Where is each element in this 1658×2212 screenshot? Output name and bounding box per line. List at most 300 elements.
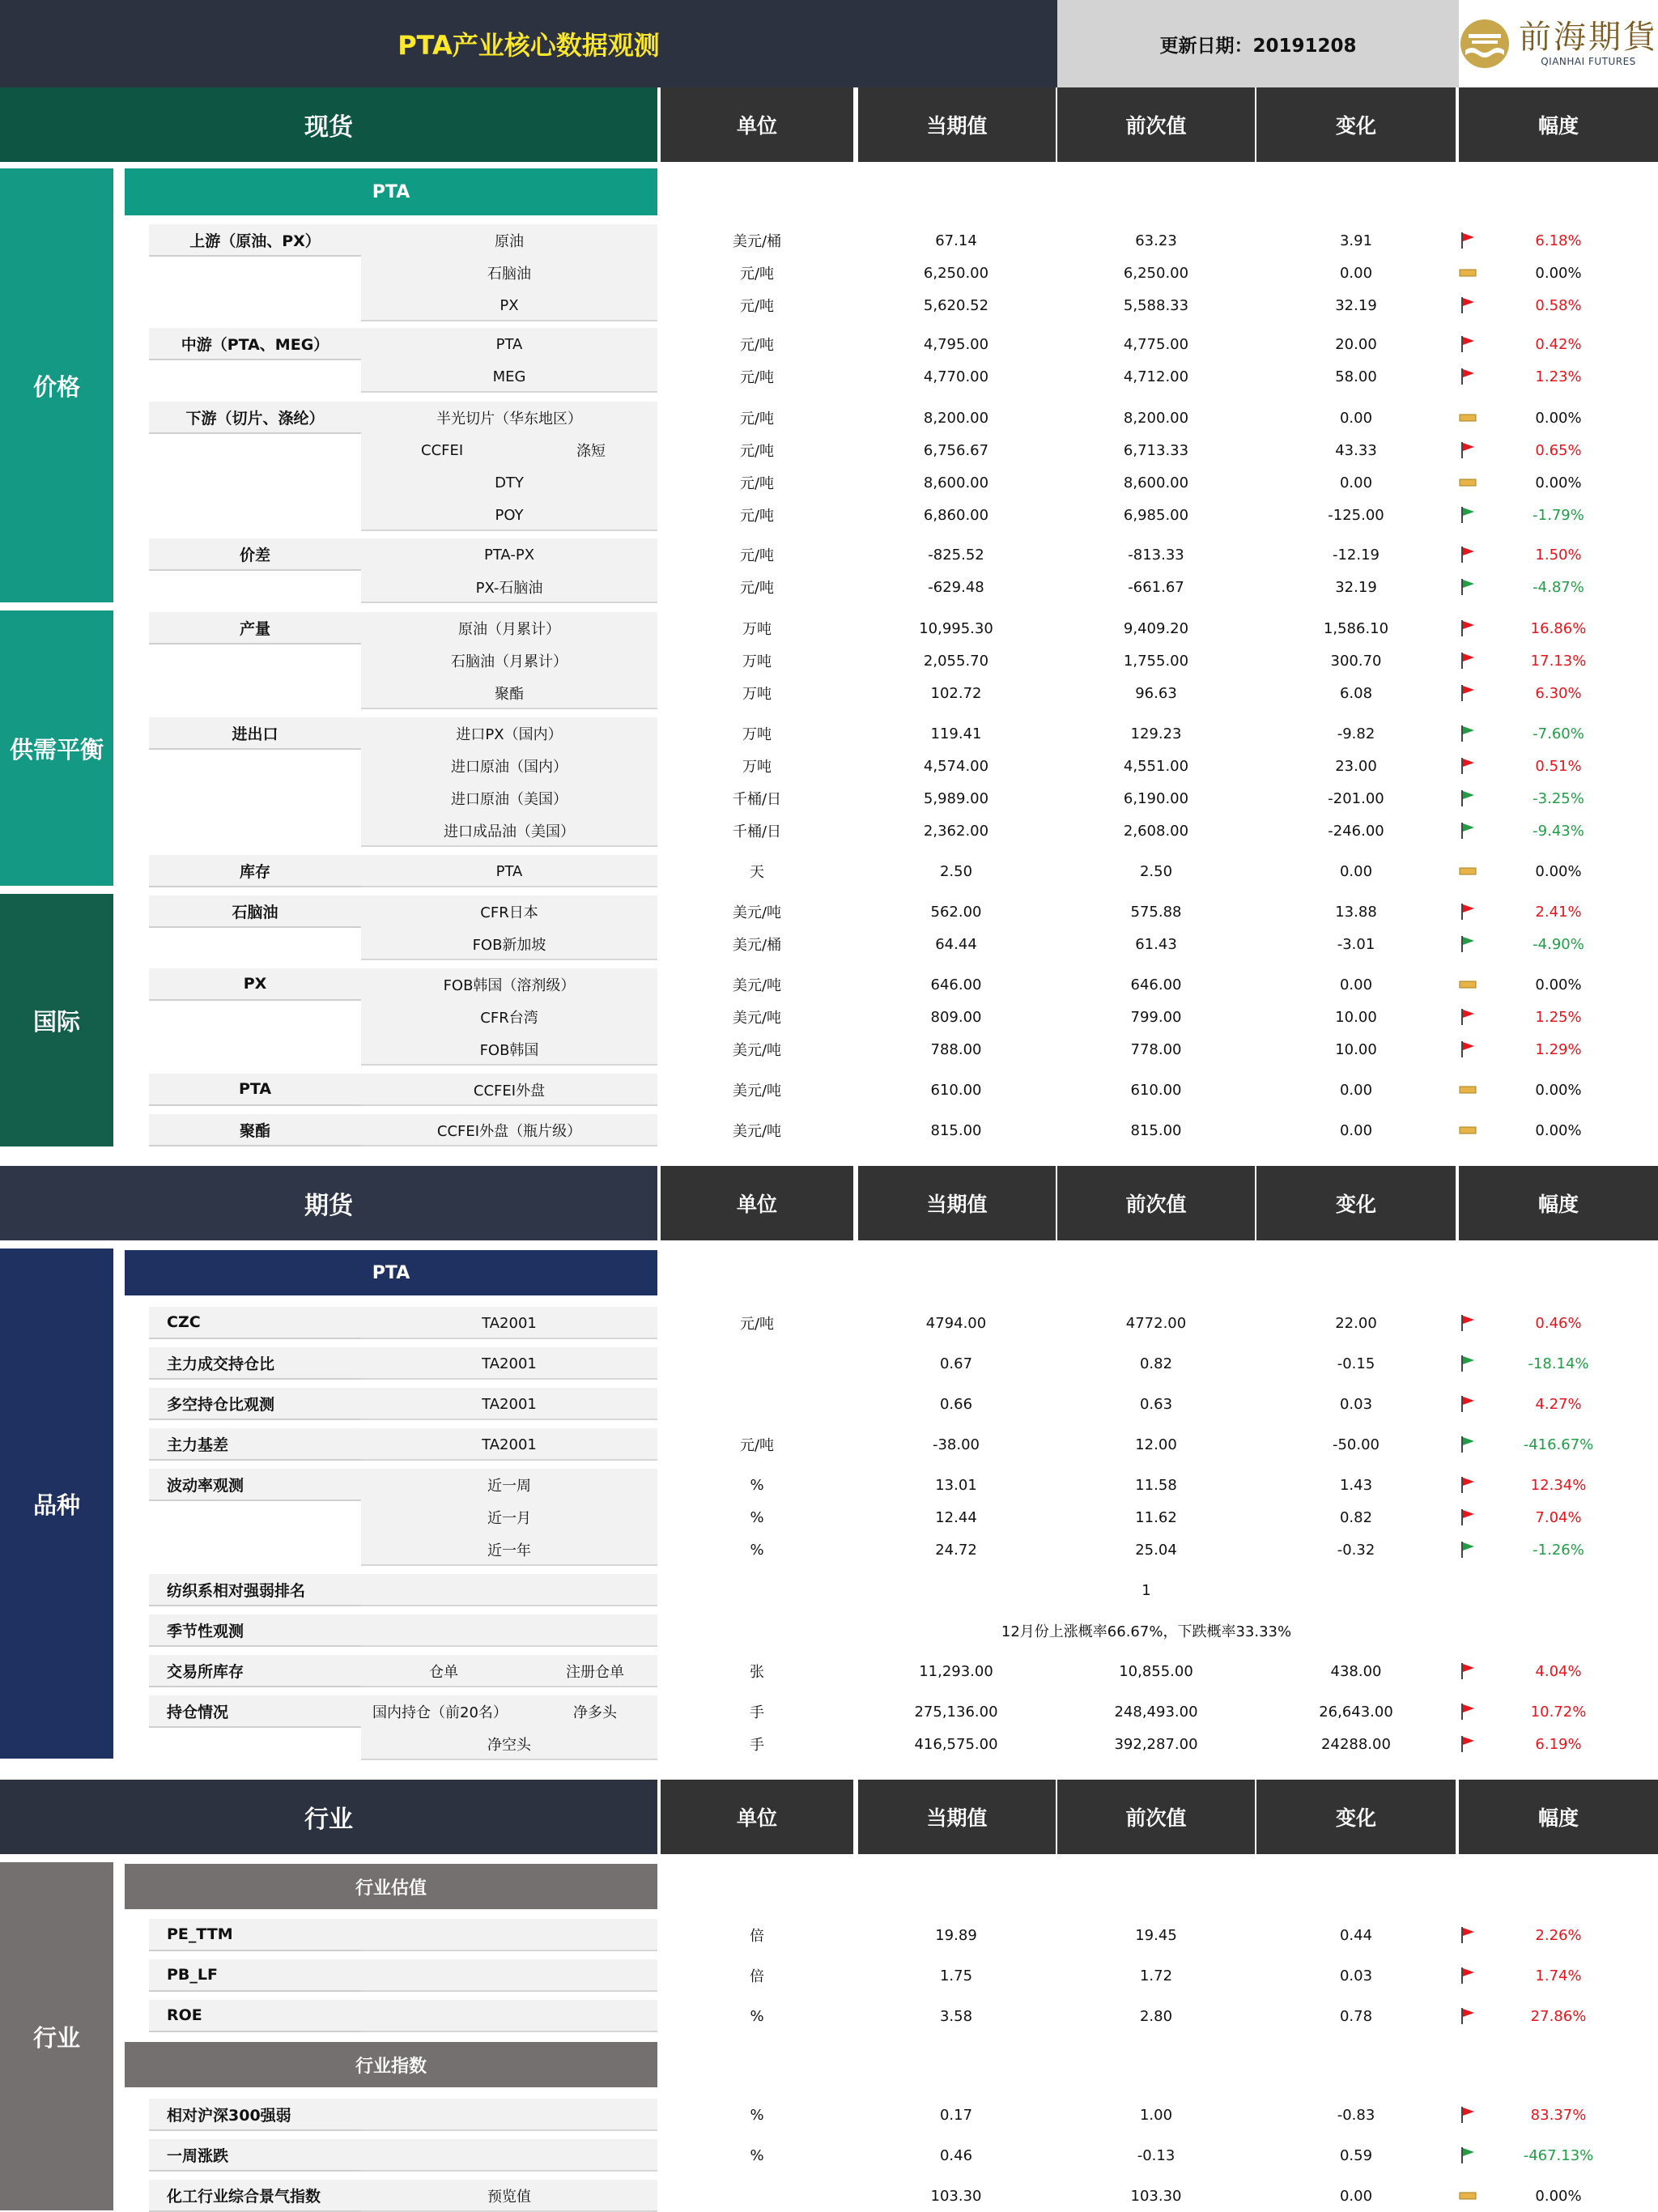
row-change: -12.19 — [1332, 546, 1380, 564]
row-percent: 17.13% — [1530, 652, 1587, 670]
row-change: 24288.00 — [1321, 1735, 1391, 1753]
row-change: 22.00 — [1335, 1314, 1377, 1332]
row-percent: -416.67% — [1523, 1436, 1594, 1453]
row-current-value: 788.00 — [930, 1040, 982, 1058]
row-current-value: 646.00 — [930, 976, 982, 993]
row-previous-value: 8,200.00 — [1123, 409, 1189, 427]
row-current-value: 8,600.00 — [923, 474, 989, 491]
column-header-chg: 变化 — [1256, 87, 1456, 162]
row-percent: 6.30% — [1535, 684, 1582, 702]
trend-flag-flat-icon — [1456, 968, 1480, 1001]
trend-flag-up-icon — [1456, 1655, 1480, 1687]
trend-flag-up-icon — [1456, 2099, 1480, 2131]
row-item: CCFEI外盘（瓶片级） — [436, 1123, 582, 1140]
group-label: 波动率观测 — [149, 1469, 361, 1501]
row-item: 净空头 — [487, 1737, 531, 1754]
row-item: TA2001 — [482, 1395, 537, 1413]
category-2: 国际 — [0, 894, 113, 1146]
row-percent: 0.00% — [1535, 976, 1582, 993]
row-previous-value: 9,409.20 — [1123, 619, 1189, 637]
row-item: 进口成品油（美国） — [444, 823, 575, 840]
column-header-pct: 幅度 — [1459, 1780, 1658, 1854]
trend-flag-up-icon — [1456, 289, 1480, 321]
row-previous-value: 1.00 — [1139, 2106, 1173, 2124]
row-item: 石脑油（月累计） — [451, 653, 568, 670]
row-previous-value: 392,287.00 — [1114, 1735, 1198, 1753]
row-current-value: -629.48 — [928, 578, 984, 596]
row-change: 0.82 — [1339, 1508, 1373, 1526]
category-industry: 行业 — [0, 1862, 113, 2210]
trend-flag-flat-icon — [1456, 2180, 1480, 2212]
row-percent: 10.72% — [1530, 1703, 1587, 1721]
row-change: -125.00 — [1328, 506, 1384, 524]
row-percent: 1.25% — [1535, 1008, 1582, 1026]
row-change: 0.03 — [1339, 1967, 1373, 1984]
row-current-value: 102.72 — [930, 684, 982, 702]
row-unit: 元/吨 — [739, 547, 775, 564]
trend-flag-up-icon — [1456, 1388, 1480, 1420]
row-unit: 美元/吨 — [732, 1083, 782, 1100]
row-item: PTA — [495, 862, 523, 880]
group-label: CZC — [149, 1307, 361, 1339]
row-change: 1,586.10 — [1323, 619, 1389, 637]
row-percent: 83.37% — [1530, 2106, 1587, 2124]
update-date: 更新日期：20191208 — [1057, 0, 1459, 87]
row-unit: 千桶/日 — [732, 791, 782, 808]
trend-flag-up-icon — [1456, 360, 1480, 393]
row-unit: 美元/吨 — [732, 904, 782, 921]
row-current-value: 5,620.52 — [923, 296, 989, 314]
row-change: 0.44 — [1339, 1926, 1373, 1944]
row-item: 预览值 — [487, 2189, 531, 2206]
row-change: 0.00 — [1339, 1081, 1373, 1099]
row-percent: 4.27% — [1535, 1395, 1582, 1413]
row-item: 进口原油（国内） — [451, 759, 568, 776]
row-change: 23.00 — [1335, 757, 1377, 775]
row-current-value: 4,574.00 — [923, 757, 989, 775]
row-percent: 12.34% — [1530, 1476, 1587, 1494]
row-current-value: 12.44 — [935, 1508, 977, 1526]
row-item: PTA-PX — [483, 546, 535, 564]
row-current-value: 562.00 — [930, 903, 982, 921]
trend-flag-up-icon — [1456, 1919, 1480, 1951]
row-rank-value: 1 — [1141, 1581, 1151, 1599]
row-current-value: 5,989.00 — [923, 789, 989, 807]
trend-flag-up-icon — [1456, 1001, 1480, 1033]
column-header-prev: 前次值 — [1057, 87, 1255, 162]
item-cell-bg — [361, 1574, 657, 1606]
row-change: -9.82 — [1337, 725, 1375, 742]
row-change: 0.00 — [1339, 264, 1373, 282]
trend-flag-up-icon — [1456, 750, 1480, 782]
row-change: 32.19 — [1335, 578, 1377, 596]
row-unit: 美元/吨 — [732, 1123, 782, 1140]
subheader-pta: PTA — [125, 168, 657, 215]
row-item: 近一年 — [487, 1542, 531, 1559]
row-previous-value: 19.45 — [1135, 1926, 1177, 1944]
column-header-chg: 变化 — [1256, 1780, 1456, 1854]
group-label: 聚酯 — [149, 1114, 361, 1146]
column-header-cur: 当期值 — [858, 1166, 1056, 1240]
row-percent: 0.00% — [1535, 1081, 1582, 1099]
trend-flag-up-icon — [1456, 434, 1480, 466]
row-current-value: 13.01 — [935, 1476, 977, 1494]
row-change: 0.00 — [1339, 2187, 1373, 2205]
row-current-value: 0.17 — [939, 2106, 973, 2124]
category-futures: 品种 — [0, 1249, 113, 1759]
logo-chinese-text: 前海期貨 — [1519, 19, 1658, 56]
row-unit: 元/吨 — [739, 443, 775, 460]
row-current-value: 119.41 — [930, 725, 982, 742]
row-current-value: -825.52 — [928, 546, 984, 564]
row-current-value: 275,136.00 — [914, 1703, 998, 1721]
group-label: 价差 — [149, 538, 361, 571]
row-change: 438.00 — [1330, 1662, 1382, 1680]
section-header-spot: 现货 — [0, 87, 657, 162]
row-change: 13.88 — [1335, 903, 1377, 921]
row-previous-value: 4,775.00 — [1123, 335, 1189, 353]
row-unit: 元/吨 — [739, 1316, 775, 1333]
group-label: PB_LF — [149, 1959, 361, 1992]
row-percent: -1.79% — [1533, 506, 1584, 524]
row-previous-value: 5,588.33 — [1123, 296, 1189, 314]
row-current-value: 0.67 — [939, 1355, 973, 1372]
row-previous-value: 11.62 — [1135, 1508, 1177, 1526]
row-previous-value: -661.67 — [1128, 578, 1184, 596]
row-previous-value: 10,855.00 — [1119, 1662, 1193, 1680]
row-unit: 元/吨 — [739, 475, 775, 492]
row-previous-value: 799.00 — [1130, 1008, 1182, 1026]
column-header-prev: 前次值 — [1057, 1780, 1255, 1854]
row-change: 300.70 — [1330, 652, 1382, 670]
row-prefix: 仓单 — [429, 1664, 458, 1681]
group-label: 纺织系相对强弱排名 — [149, 1574, 361, 1606]
row-percent: -4.87% — [1533, 578, 1584, 596]
row-unit: 手 — [750, 1737, 764, 1754]
row-percent: -7.60% — [1533, 725, 1584, 742]
row-item: 涤短 — [576, 443, 606, 460]
row-span-text: 12月份上涨概率66.67%，下跌概率33.33% — [1001, 1623, 1292, 1640]
row-percent: 0.51% — [1535, 757, 1582, 775]
row-unit: 万吨 — [742, 726, 772, 743]
row-unit: 美元/桶 — [732, 233, 782, 250]
column-header-unit: 单位 — [661, 1780, 853, 1854]
row-item: POY — [495, 506, 524, 524]
row-percent: -3.25% — [1533, 789, 1584, 807]
group-label: 相对沪深300强弱 — [149, 2099, 361, 2131]
trend-flag-down-icon — [1456, 928, 1480, 960]
section-header-futures: 期货 — [0, 1166, 657, 1240]
row-item: FOB新加坡 — [472, 937, 546, 954]
group-label: 多空持仓比观测 — [149, 1388, 361, 1420]
logo-english-text: QIANHAI FUTURES — [1541, 56, 1636, 67]
trend-flag-up-icon — [1456, 224, 1480, 257]
row-change: 0.00 — [1339, 862, 1373, 880]
item-cell-bg — [361, 2000, 657, 2032]
group-label: PE_TTM — [149, 1919, 361, 1951]
row-unit: % — [750, 2106, 764, 2124]
row-unit: % — [750, 2146, 764, 2164]
row-prefix: 国内持仓（前20名） — [372, 1704, 508, 1721]
row-item: 净多头 — [573, 1704, 617, 1721]
row-unit: 天 — [750, 864, 764, 881]
column-header-prev: 前次值 — [1057, 1166, 1255, 1240]
row-item: CFR日本 — [480, 904, 538, 921]
row-percent: 1.74% — [1535, 1967, 1582, 1984]
row-percent: 1.23% — [1535, 368, 1582, 385]
trend-flag-flat-icon — [1456, 257, 1480, 289]
row-percent: 6.18% — [1535, 232, 1582, 249]
row-current-value: 11,293.00 — [919, 1662, 993, 1680]
row-item: 进口PX（国内） — [456, 726, 563, 743]
section-header-industry: 行业 — [0, 1780, 657, 1854]
trend-flag-up-icon — [1456, 1728, 1480, 1760]
row-change: -0.32 — [1337, 1541, 1375, 1559]
row-current-value: 3.58 — [939, 2007, 973, 2025]
row-unit: 元/吨 — [739, 298, 775, 315]
item-cell-bg — [361, 2139, 657, 2172]
row-unit: 手 — [750, 1704, 764, 1721]
row-percent: 0.58% — [1535, 296, 1582, 314]
group-label: 石脑油 — [149, 895, 361, 928]
row-change: 20.00 — [1335, 335, 1377, 353]
trend-flag-up-icon — [1456, 644, 1480, 677]
row-unit: % — [750, 1541, 764, 1559]
row-change: 0.59 — [1339, 2146, 1373, 2164]
trend-flag-up-icon — [1456, 1307, 1480, 1339]
row-change: -201.00 — [1328, 789, 1384, 807]
row-previous-value: 0.82 — [1139, 1355, 1173, 1372]
group-label: ROE — [149, 2000, 361, 2032]
row-unit: 美元/桶 — [732, 937, 782, 954]
row-previous-value: 11.58 — [1135, 1476, 1177, 1494]
row-item: PX-石脑油 — [475, 580, 543, 597]
row-change: 0.00 — [1339, 409, 1373, 427]
row-percent: 0.46% — [1535, 1314, 1582, 1332]
row-change: 0.00 — [1339, 474, 1373, 491]
row-previous-value: 25.04 — [1135, 1541, 1177, 1559]
row-previous-value: 6,190.00 — [1123, 789, 1189, 807]
row-current-value: 1.75 — [939, 1967, 973, 1984]
trend-flag-down-icon — [1456, 2139, 1480, 2172]
trend-flag-down-icon — [1456, 1428, 1480, 1461]
row-item: 半光切片（华东地区） — [436, 410, 582, 428]
row-unit: 元/吨 — [739, 508, 775, 525]
group-label: 持仓情况 — [149, 1695, 361, 1728]
row-item: TA2001 — [482, 1436, 537, 1453]
row-previous-value: 2.50 — [1139, 862, 1173, 880]
row-previous-value: 1.72 — [1139, 1967, 1173, 1984]
row-unit: 元/吨 — [739, 410, 775, 428]
row-item: 原油（月累计） — [458, 621, 560, 638]
row-item: 聚酯 — [495, 686, 524, 703]
column-header-pct: 幅度 — [1459, 1166, 1658, 1240]
row-item: 近一周 — [487, 1478, 531, 1495]
trend-flag-up-icon — [1456, 1959, 1480, 1992]
row-item: 进口原油（美国） — [451, 791, 568, 808]
row-current-value: 809.00 — [930, 1008, 982, 1026]
row-change: 10.00 — [1335, 1008, 1377, 1026]
trend-flag-down-icon — [1456, 1534, 1480, 1566]
row-current-value: 4,795.00 — [923, 335, 989, 353]
row-item: 原油 — [495, 233, 524, 250]
row-percent: 27.86% — [1530, 2007, 1587, 2025]
row-current-value: 103.30 — [930, 2187, 982, 2205]
item-cell-bg — [361, 2099, 657, 2131]
row-change: -246.00 — [1328, 822, 1384, 840]
row-previous-value: 6,713.33 — [1123, 441, 1189, 459]
trend-flag-up-icon — [1456, 677, 1480, 709]
trend-flag-up-icon — [1456, 538, 1480, 571]
row-current-value: 815.00 — [930, 1121, 982, 1139]
row-percent: 0.65% — [1535, 441, 1582, 459]
row-current-value: 2,362.00 — [923, 822, 989, 840]
row-current-value: 6,860.00 — [923, 506, 989, 524]
trend-flag-up-icon — [1456, 1695, 1480, 1728]
trend-flag-up-icon — [1456, 1469, 1480, 1501]
row-current-value: 6,250.00 — [923, 264, 989, 282]
row-change: 26,643.00 — [1319, 1703, 1393, 1721]
column-header-chg: 变化 — [1256, 1166, 1456, 1240]
trend-flag-flat-icon — [1456, 1074, 1480, 1106]
row-unit: 千桶/日 — [732, 823, 782, 840]
row-previous-value: 61.43 — [1135, 935, 1177, 953]
trend-flag-down-icon — [1456, 815, 1480, 847]
trend-flag-up-icon — [1456, 612, 1480, 644]
row-previous-value: 248,493.00 — [1114, 1703, 1198, 1721]
row-current-value: 6,756.67 — [923, 441, 989, 459]
row-previous-value: 778.00 — [1130, 1040, 1182, 1058]
column-header-cur: 当期值 — [858, 87, 1056, 162]
row-item: TA2001 — [482, 1355, 537, 1372]
group-label: PTA — [149, 1074, 361, 1106]
row-previous-value: 646.00 — [1130, 976, 1182, 993]
row-change: 0.00 — [1339, 976, 1373, 993]
row-percent: 1.29% — [1535, 1040, 1582, 1058]
page-title: PTA产业核心数据观测 — [0, 0, 1057, 87]
subheader-valuation: 行业估值 — [125, 1864, 657, 1909]
item-cell-bg — [361, 1959, 657, 1992]
row-change: 43.33 — [1335, 441, 1377, 459]
row-current-value: 2.50 — [939, 862, 973, 880]
row-change: -0.83 — [1337, 2106, 1375, 2124]
category-1: 供需平衡 — [0, 610, 113, 886]
row-previous-value: 6,985.00 — [1123, 506, 1189, 524]
column-header-unit: 单位 — [661, 1166, 853, 1240]
row-unit: 美元/吨 — [732, 1042, 782, 1059]
row-item: 近一月 — [487, 1510, 531, 1527]
item-cell-bg — [361, 1614, 657, 1647]
row-current-value: 8,200.00 — [923, 409, 989, 427]
subheader-futures-pta: PTA — [125, 1250, 657, 1295]
row-unit: 倍 — [750, 1968, 764, 1985]
row-change: 1.43 — [1339, 1476, 1373, 1494]
row-change: 0.03 — [1339, 1395, 1373, 1413]
row-unit: % — [750, 1476, 764, 1494]
row-item: CFR台湾 — [480, 1010, 538, 1027]
row-percent: -4.90% — [1533, 935, 1584, 953]
row-unit: 张 — [750, 1664, 764, 1681]
row-current-value: -38.00 — [932, 1436, 980, 1453]
row-previous-value: 4772.00 — [1125, 1314, 1187, 1332]
column-header-unit: 单位 — [661, 87, 853, 162]
row-percent: 2.26% — [1535, 1926, 1582, 1944]
group-label: 化工行业综合景气指数 — [149, 2180, 361, 2212]
row-percent: 16.86% — [1530, 619, 1587, 637]
group-label: 交易所库存 — [149, 1655, 361, 1687]
row-unit: % — [750, 2007, 764, 2025]
trend-flag-up-icon — [1456, 2000, 1480, 2032]
trend-flag-down-icon — [1456, 499, 1480, 531]
row-current-value: 2,055.70 — [923, 652, 989, 670]
row-previous-value: 8,600.00 — [1123, 474, 1189, 491]
row-previous-value: 103.30 — [1130, 2187, 1182, 2205]
row-unit: 万吨 — [742, 759, 772, 776]
trend-flag-flat-icon — [1456, 466, 1480, 499]
row-previous-value: 4,712.00 — [1123, 368, 1189, 385]
row-previous-value: 63.23 — [1135, 232, 1177, 249]
group-label: 上游（原油、PX） — [149, 224, 361, 257]
row-change: -3.01 — [1337, 935, 1375, 953]
trend-flag-down-icon — [1456, 1347, 1480, 1380]
row-current-value: 0.66 — [939, 1395, 973, 1413]
row-current-value: 416,575.00 — [914, 1735, 998, 1753]
row-percent: 0.00% — [1535, 264, 1582, 282]
row-previous-value: 12.00 — [1135, 1436, 1177, 1453]
trend-flag-flat-icon — [1456, 1114, 1480, 1146]
row-unit: 元/吨 — [739, 266, 775, 283]
row-previous-value: 4,551.00 — [1123, 757, 1189, 775]
row-previous-value: 6,250.00 — [1123, 264, 1189, 282]
group-label: PX — [149, 968, 361, 1001]
trend-flag-up-icon — [1456, 1501, 1480, 1534]
trend-flag-flat-icon — [1456, 855, 1480, 887]
column-header-cur: 当期值 — [858, 1780, 1056, 1854]
group-label: 主力成交持仓比 — [149, 1347, 361, 1380]
row-percent: 0.00% — [1535, 1121, 1582, 1139]
trend-flag-up-icon — [1456, 1033, 1480, 1066]
logo-emblem-icon — [1459, 18, 1511, 70]
group-label: 季节性观测 — [149, 1614, 361, 1647]
row-previous-value: -813.33 — [1128, 546, 1184, 564]
row-current-value: 67.14 — [935, 232, 977, 249]
row-change: -50.00 — [1332, 1436, 1380, 1453]
row-unit: 倍 — [750, 1928, 764, 1945]
row-change: 10.00 — [1335, 1040, 1377, 1058]
row-percent: 0.42% — [1535, 335, 1582, 353]
row-change: 58.00 — [1335, 368, 1377, 385]
group-label: 库存 — [149, 855, 361, 887]
row-percent: 2.41% — [1535, 903, 1582, 921]
row-percent: 7.04% — [1535, 1508, 1582, 1526]
row-previous-value: 96.63 — [1135, 684, 1177, 702]
row-previous-value: 1,755.00 — [1123, 652, 1189, 670]
row-item: 注册仓单 — [566, 1664, 624, 1681]
row-percent: 1.50% — [1535, 546, 1582, 564]
group-label: 主力基差 — [149, 1428, 361, 1461]
row-current-value: 10,995.30 — [919, 619, 993, 637]
row-percent: 0.00% — [1535, 862, 1582, 880]
row-item: FOB韩国 — [479, 1042, 539, 1059]
row-percent: 0.00% — [1535, 2187, 1582, 2205]
trend-flag-flat-icon — [1456, 402, 1480, 434]
row-previous-value: 815.00 — [1130, 1121, 1182, 1139]
row-item: MEG — [492, 368, 526, 385]
row-previous-value: 575.88 — [1130, 903, 1182, 921]
row-item: CCFEI外盘 — [473, 1083, 546, 1100]
row-change: -0.15 — [1337, 1355, 1375, 1372]
row-percent: -467.13% — [1523, 2146, 1594, 2164]
